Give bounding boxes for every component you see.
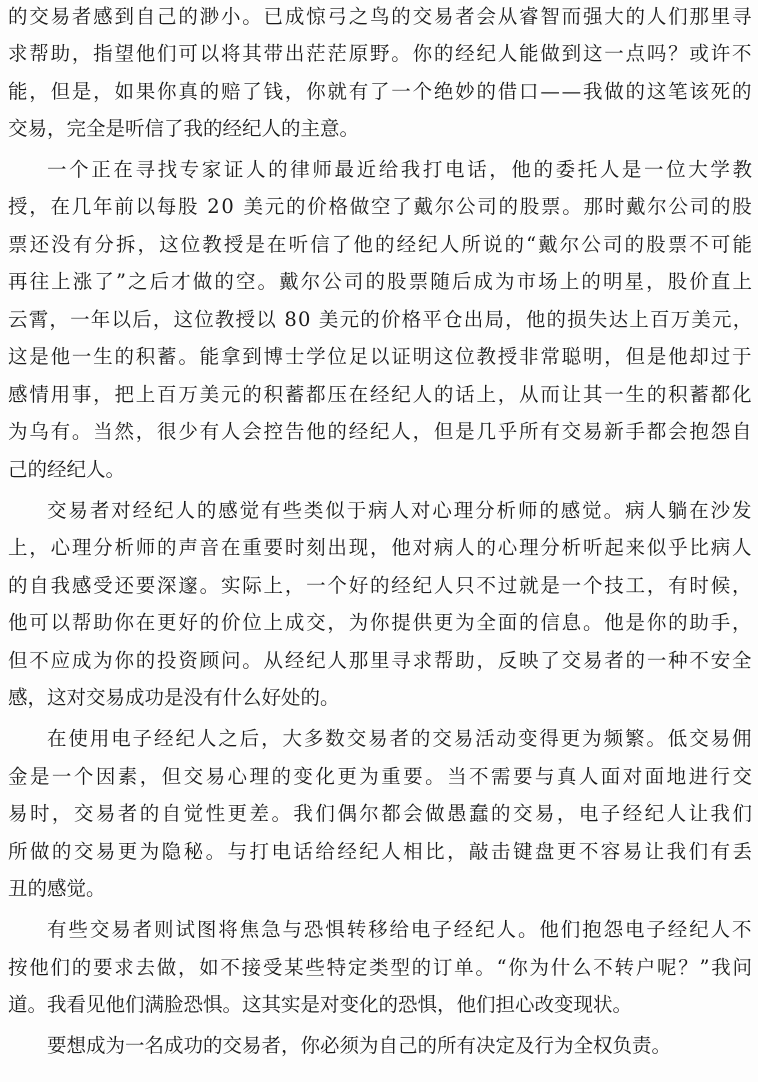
text-line: 道。我看见他们满脸恐惧。这其实是对变化的恐惧，他们担心改变现状。 xyxy=(8,993,633,1016)
text-line: 交易者对经纪人的感觉有些类似于病人对心理分析师的感觉。病人躺在沙发 xyxy=(47,499,754,522)
text-line: 按他们的要求去做，如不接受某些特定类型的订单。“你为什么不转户呢？”我问 xyxy=(8,956,754,979)
text-line: 求帮助，指望他们可以将其带出茫茫原野。你的经纪人能做到这一点吗？或许不 xyxy=(8,42,754,65)
text-line: 云霄，一年以后，这位教授以 80 美元的价格平仓出局，他的损失达上百万美元， xyxy=(8,308,754,331)
text-line: 授，在几年前以每股 20 美元的价格做空了戴尔公司的股票。那时戴尔公司的股 xyxy=(8,195,754,218)
text-line: 他可以帮助你在更好的价位上成交，为你提供更为全面的信息。他是你的助手， xyxy=(8,611,754,634)
text-line: 为乌有。当然，很少有人会控告他的经纪人，但是几乎所有交易新手都会抱怨自 xyxy=(8,420,754,443)
text-line: 再往上涨了”之后才做的空。戴尔公司的股票随后成为市场上的明星，股价直上 xyxy=(8,270,755,293)
text-line: 一个正在寻找专家证人的律师最近给我打电话，他的委托人是一位大学教 xyxy=(47,158,755,181)
text-line: 有些交易者则试图将焦急与恐惧转移给电子经纪人。他们抱怨电子经纪人不 xyxy=(47,918,754,941)
text-line: 这是他一生的积蓄。能拿到博士学位足以证明这位教授非常聪明，但是他却过于 xyxy=(8,345,754,368)
text-line: 票还没有分拆，这位教授是在听信了他的经纪人所说的“戴尔公司的股票不可能 xyxy=(8,233,755,256)
text-line: 要想成为一名成功的交易者，你必须为自己的所有决定及行为全权负责。 xyxy=(47,1034,672,1057)
text-line: 感，这对交易成功是没有什么好处的。 xyxy=(8,686,340,709)
text-line: 在使用电子经纪人之后，大多数交易者的交易活动变得更为频繁。低交易佣 xyxy=(47,727,754,750)
text-line: 但不应成为你的投资顾问。从经纪人那里寻求帮助，反映了交易者的一种不安全 xyxy=(8,649,754,672)
text-line: 能，但是，如果你真的赔了钱，你就有了一个绝妙的借口——我做的这笔该死的 xyxy=(8,80,754,103)
text-line: 所做的交易更为隐秘。与打电话给经纪人相比，敲击键盘更不容易让我们有丢 xyxy=(8,840,755,863)
text-line: 的自我感受还要深邃。实际上，一个好的经纪人只不过就是一个技工，有时候， xyxy=(8,574,754,597)
text-line: 感情用事，把上百万美元的积蓄都压在经纪人的话上，从而让其一生的积蓄都化 xyxy=(8,383,754,406)
text-line: 金是一个因素，但交易心理的变化更为重要。当不需要与真人面对面地进行交 xyxy=(8,765,755,788)
text-line: 丑的感觉。 xyxy=(8,877,106,900)
text-line: 上，心理分析师的声音在重要时刻出现，他对病人的心理分析听起来似乎比病人 xyxy=(8,536,754,559)
text-line: 己的经纪人。 xyxy=(8,458,126,481)
text-line: 交易，完全是听信了我的经纪人的主意。 xyxy=(8,117,360,140)
text-line: 的交易者感到自己的渺小。已成惊弓之鸟的交易者会从睿智而强大的人们那里寻 xyxy=(8,5,754,28)
text-line: 易时，交易者的自觉性更差。我们偶尔都会做愚蠢的交易，电子经纪人让我们 xyxy=(8,802,755,825)
